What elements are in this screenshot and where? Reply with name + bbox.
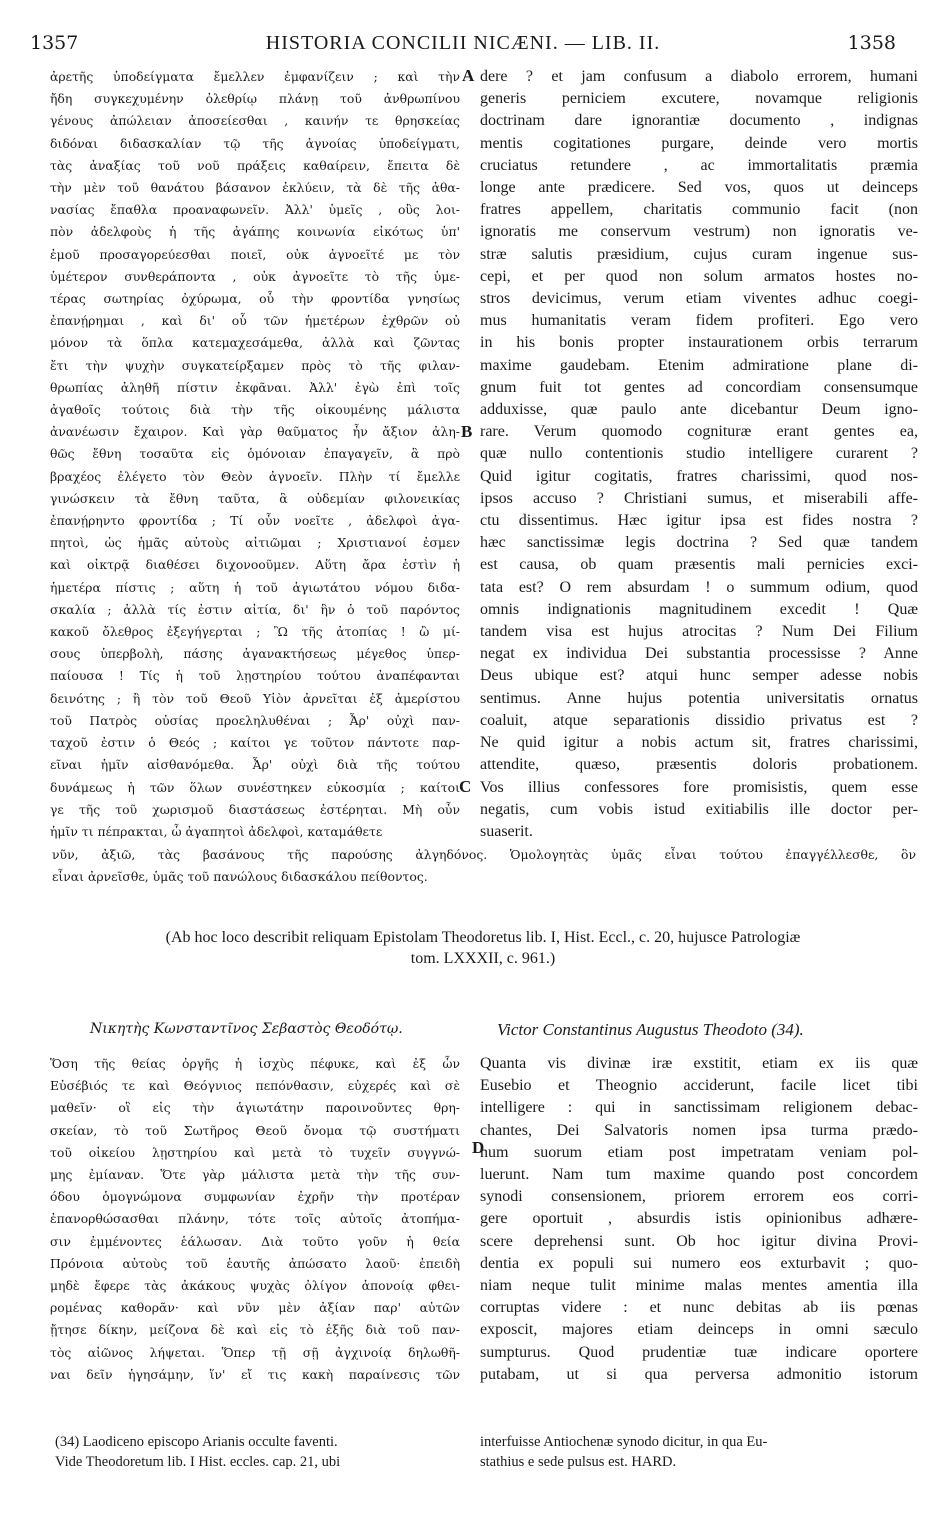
text-line: attendite, quæso, præsentis doloris probationem.	[480, 756, 918, 774]
text-line: νῦν, ἀξιῶ, τὰς βασάνους τῆς παρούσης ἀλγηδόνος. Ὁμολογητὰς ὑμᾶς εἶναι τούτου ἐπαγγέλλεσθε, ὃν	[52, 847, 916, 862]
text-line: Deus ubique est? atqui hunc semper adesse nobis	[480, 667, 918, 685]
text-line: πὸν ἀδελφοὺς ἡ τῆς ἀγάπης κοινωνία εἰκότως ὑπ'	[50, 224, 460, 240]
text-line: μης ἐμίαναν. Ὅτε γὰρ μάλιστα μετὰ τὴν τῆς συν-	[50, 1167, 460, 1183]
footnote-right	[480, 1432, 916, 1472]
page-number-left: 1357	[30, 32, 79, 54]
editorial-note-line: (Ab hoc loco describit reliquam Epistolam Theodoretus lib. I, Hist. Eccl., c. 20, hujusce Patrologiæ	[165, 929, 801, 946]
text-line: βραχέος ἐλέγετο τὸν Θεὸν ἀγνοεῖν. Πλὴν τί ἔμελλε	[50, 468, 460, 484]
footnote-line: stathius e sede pulsus est. HARD.	[480, 1454, 677, 1470]
text-line: negat ex individua Dei substantia processisse ? Anne	[480, 645, 918, 663]
margin-marker-b: B	[461, 422, 473, 441]
text-line: ἤδη συγκεχυμένην ὀλεθρίῳ πλάνῃ τοῦ ἀνθρωπίνου	[50, 91, 460, 107]
text-line: niam neque tulit minime malas mentes amentia illa	[480, 1277, 918, 1295]
text-line: doctrinam dare ignorantiæ documento , indignas	[480, 112, 918, 130]
text-line: ἡμῖν τι πέπρακται, ὦ ἀγαπητοὶ ἀδελφοὶ, καταμάθετε	[50, 823, 383, 839]
text-line: ᾔτησε δίκην, μείζονα δὲ καὶ εἰς τὸ ἑξῆς διὰ τοῦ παν-	[50, 1322, 460, 1338]
text-line: ἀνανέωσιν ἔχαιρον. Καὶ γὰρ θαῦματος ἦν ἄξιον ἀλη-	[50, 424, 460, 440]
text-line: stræ salutis præsidium, cujus curam ingenue sus-	[480, 245, 918, 263]
text-line: θρωπίας ἀληθῆ πίστιν ἐκφᾶναι. Ἀλλ' ἐγὼ ἐπὶ τοῖς	[50, 379, 460, 395]
text-line: Eusebio et Theognio acciderunt, facile licet tibi	[480, 1077, 918, 1095]
text-line: coaluit, atque separationis dissidio privatus est ?	[480, 711, 918, 729]
text-line: exposcit, majores etiam deinceps in omni sæculo	[480, 1321, 918, 1339]
text-line: luerunt. Nam tum maxime quando post concordem	[480, 1166, 918, 1184]
text-line: ταχοῦ ἐστιν ὁ Θεός ; καίτοι γε τοῦτον πάντοτε παρ-	[50, 735, 460, 751]
text-line: ἐπανῄρημαι , καὶ δι' οὗ τῶν ἡμετέρων ἐχθρῶν οὐ	[50, 313, 460, 329]
text-line: δυνάμεως ἡ τῶν ὅλων συνέστηκεν εὐκοσμία ; καίτοι	[50, 779, 460, 795]
text-line: τὰς ἀναξίας τοῦ νοῦ πράξεις καθαίρειν, ἔπειτα δὲ	[50, 157, 460, 173]
footnote-line: Vide Theodoretum lib. I Hist. eccles. cap. 21, ubi	[55, 1454, 341, 1470]
text-line: σιν ἐμμένοντες ἑάλωσαν. Διὰ τοῦτο γοῦν ἡ θεία	[50, 1233, 460, 1249]
latin-letter-heading: Victor Constantinus Augustus Theodoto (34).	[497, 1020, 804, 1039]
text-line: suaserit.	[480, 822, 533, 840]
text-line: est causa, ob quam præsentis mali pernicies exci-	[480, 556, 918, 574]
margin-marker-a: A	[462, 66, 475, 85]
text-line: fratres appellem, charitatis communio facit (non	[480, 201, 918, 219]
text-line: Πρόνοια αὐτοὺς τοῦ ἑαυτῆς ἀπώσατο λαοῦ· ἐπειδὴ	[50, 1255, 460, 1271]
footnote-left	[55, 1432, 460, 1472]
greek-column-top	[50, 66, 460, 846]
text-line: νασίας ἔπαθλα προαναφωνεῖν. Ἀλλ' ὑμεῖς , οὓς λοι-	[50, 202, 460, 218]
text-line: gere oportuit , absurdis istis opinionibus adhære-	[480, 1210, 918, 1228]
margin-marker-d: D	[472, 1138, 485, 1157]
text-line: num suorum etiam post impetratam veniam pol-	[480, 1143, 918, 1161]
text-line: dere ? et jam confusum a diabolo errorem, humani	[480, 68, 918, 85]
text-line: Ὅση τῆς θείας ὀργῆς ἡ ἰσχὺς πέφυκε, καὶ ἐξ ὧν	[50, 1056, 460, 1071]
text-line: γένους ἀπώλειαν ἀποσείεσθαι , καινήν τε θρησκείας	[50, 113, 460, 129]
text-line: tata est? O rem absurdam ! o summum odium, quod	[480, 578, 918, 596]
text-line: τοῦ οἰκείου λῃστηρίου καὶ μετὰ τὸ τυχεῖν συγγνώ-	[50, 1144, 460, 1160]
text-line: ἐμοῦ προσαγορεύεσθαι ποιεῖ, οὐκ ἀγνοεῖτέ με τὸν	[50, 246, 460, 262]
text-line: omnis indignationis magnitudinem excedit ! Quæ	[480, 600, 918, 618]
text-line: mentis cogitationes purgare, deinde vero mortis	[480, 134, 918, 152]
text-line: ἔτι τὴν ψυχὴν συγκατείρξαμεν πρὸς τὸ τῆς φιλαν-	[50, 357, 460, 373]
text-line: sumpturus. Quod prudentiæ tuæ indicare oportere	[480, 1343, 918, 1361]
latin-column-bottom	[480, 1053, 918, 1393]
text-line: ctu dissentimus. Hæc igitur ipsa est fides nostra ?	[480, 512, 918, 530]
text-line: cepi, et per quod non solum armatos hostes no-	[480, 267, 918, 285]
text-line: ἀρετῆς ὑποδείγματα ἔμελλεν ἐμφανίζειν ; καὶ τὴν	[50, 69, 460, 84]
text-line: mus humanitatis veram fidem profiteri. Ego vero	[480, 312, 918, 330]
text-line: tandem visa est hujus atrocitas ? Num Dei Filium	[480, 623, 918, 641]
text-line: Ne quid igitur a nobis actum sit, fratres charissimi,	[480, 734, 918, 752]
text-line: μηδὲ ἔφερε τὰς ἀκάκους ψυχὰς ὀλίγον ἀπονοίᾳ φθει-	[50, 1278, 460, 1294]
text-line: δεινότης ; ἢ τὸν τοῦ Θεοῦ Υἱὸν ἀρνεῖται ἐξ ἀμερίστου	[50, 690, 460, 706]
text-line: adduxisse, quæ paulo ante dicebantur Deum igno-	[480, 401, 918, 419]
editorial-note-line: tom. LXXXII, c. 961.)	[410, 950, 556, 967]
text-line: Vos illius confessores fore promisistis, quem esse	[480, 778, 918, 796]
text-line: gnum fuit tot gentes ad concordiam consensumque	[480, 378, 918, 396]
text-line: ἐπανορθώσασθαι πλάνην, τότε τοῖς αὐτοῖς ἀτοπήμα-	[50, 1211, 460, 1227]
text-line: chantes, Dei Salvatoris nomen ipsa turma prædo-	[480, 1121, 918, 1139]
text-line: Quanta vis divinæ iræ exstitit, etiam ex iis quæ	[480, 1055, 918, 1072]
text-line: quæ nullo contentionis studio intelligere curarent ?	[480, 445, 918, 463]
text-line: corruptas videre : et nunc debitas ab iis pœnas	[480, 1299, 918, 1317]
text-line: γινώσκειν τὰ ἔθνη ταῦτα, ἃ οὐδεμίαν φιλονεικίας	[50, 490, 460, 506]
text-line: in his bonis propter instaurationem orbis terrarum	[480, 334, 918, 352]
text-line: rare. Verum quomodo cognituræ erant gentes ea,	[480, 423, 918, 441]
page-header	[30, 32, 896, 62]
latin-column-top	[480, 66, 918, 846]
page-number-right: 1358	[847, 32, 896, 54]
text-line: μόνον τὰ ὅπλα κατεμαχεσάμεθα, ἀλλὰ καὶ ζῶντας	[50, 335, 460, 351]
text-line: generis perniciem excutere, novamque religionis	[480, 90, 918, 108]
text-line: εῖναι ἡμῖν αἰσθανόμεθα. Ἆρ' οὐχὶ διὰ τῆς τούτου	[50, 757, 460, 773]
footnote-line: interfuisse Antiochenæ synodo dicitur, in qua Eu-	[480, 1434, 768, 1450]
text-line: μαθεῖν· οἳ εἰς τὴν ἁγιωτάτην παροινοῦντες θρη-	[50, 1100, 460, 1116]
text-line: τὸς αἰῶνος λήψεται. Ὅπερ τῇ σῇ ἀγχινοίᾳ δηλωθῆ-	[50, 1344, 460, 1360]
text-line: Quid igitur cogitatis, fratres charissimi, quod nos-	[480, 467, 918, 485]
greek-column-bottom	[50, 1053, 460, 1393]
text-line: θῶς ἔθνη τοσαῦτα εἰς ὁμόνοιαν ἐπαγαγεῖν, ἃ πρὸ	[50, 446, 460, 462]
text-line: σους ὑπερβολὴ, πάσης ἀγανακτήσεως μέγεθος ὑπερ-	[50, 646, 460, 662]
text-line: intelligere : qui in sanctissimam religionem debac-	[480, 1099, 918, 1117]
margin-marker-c: C	[459, 777, 472, 796]
text-line: dentia ex populi sui numero eos exturbavit ; quo-	[480, 1254, 918, 1272]
text-line: ρομένας καθορᾶν· καὶ νῦν μὲν ἀξίαν παρ' αὐτῶν	[50, 1300, 460, 1316]
greek-full-width-lines	[52, 844, 916, 890]
text-line: ναι δεῖν ἡγησάμην, ἵν' εἴ τις κακὴ παραίνεσις τῶν	[50, 1366, 460, 1382]
text-line: εἶναι ἀρνεῖσθε, ὑμᾶς τοῦ πανώλους διδασκάλου πείθοντος.	[52, 869, 428, 885]
text-line: σκείαν, τὸ τοῦ Σωτῆρος Θεοῦ ὄνομα τῷ συστήματι	[50, 1122, 460, 1138]
text-line: maxime gaudebam. Etenim admiratione plane di-	[480, 356, 918, 374]
text-line: ignoratis me conservum vestrum) non ignoratis ve-	[480, 223, 918, 241]
text-line: καὶ οἰκτρᾷ διαθέσει διχονοοῦμεν. Αὕτη ἄρα ἐστὶν ἡ	[50, 557, 460, 573]
text-line: ἐπανῄρηντο φροντίδα ; Τί οὖν νοεῖτε , ἀδελφοὶ ἀγα-	[50, 513, 460, 529]
text-line: διδόναι διδασκαλίαν τῷ τῆς ἀγνοίας ὑποδείγματι,	[50, 135, 460, 151]
text-line: κακοῦ ὄλεθρος ἐξεγήγερται ; Ὢ τῆς ἀτοπίας ! ὢ μί-	[50, 624, 460, 640]
editorial-note	[48, 927, 918, 969]
text-line: scere deprehensi sunt. Ob hoc igitur divina Provi-	[480, 1232, 918, 1250]
text-line: longe ante prædicere. Sed vos, quos ut deinceps	[480, 179, 918, 197]
text-line: sentimus. Anne hujus potentia universitatis ornatus	[480, 689, 918, 707]
text-line: τὴν μὲν τοῦ θανάτου βάσανον ἐκλύειν, τὰ δὲ τῆς ἀθα-	[50, 180, 460, 196]
text-line: hæc sanctissimæ legis doctrina ? Sed quæ tandem	[480, 534, 918, 552]
text-line: ὑμέτερον συνθεράποντα , οὐκ ἀγνοεῖτε τὸ τῆς ὑμε-	[50, 268, 460, 284]
text-line: σκαλία ; ἀλλὰ τίς ἐστιν αἰτία, δι' ἣν ὁ τοῦ παρόντος	[50, 601, 460, 617]
text-line: πητοὶ, ὡς ἡμᾶς αὐτοὺς αἰτιῶμαι ; Χριστιανοί ἐσμεν	[50, 535, 460, 551]
text-line: ἡμετέρα πίστις ; αὕτη ἡ τοῦ ἁγιωτάτου νόμου διδα-	[50, 579, 460, 595]
running-title: HISTORIA CONCILII NICÆNI. — LIB. II.	[265, 32, 661, 54]
text-line: stros devicimus, verum etiam viventes adhuc coegi-	[480, 290, 918, 308]
text-line: negatis, cum vobis istud exitiabilis ille doctor per-	[480, 800, 918, 818]
greek-letter-heading: Νικητὴς Κωνσταντῖνος Σεβαστὸς Θεοδότῳ.	[90, 1021, 403, 1037]
text-line: cruciatus retundere , ac immortalitatis præmia	[480, 156, 918, 174]
footnote-line: (34) Laodiceno episcopo Arianis occulte faventi.	[55, 1434, 338, 1450]
text-line: τοῦ Πατρὸς οὐσίας προεληλυθέναι ; Ἆρ' οὐχὶ παν-	[50, 712, 460, 728]
text-line: synodi consensionem, priorem errorem eos corri-	[480, 1188, 918, 1206]
text-line: γε τῆς τοῦ χωρισμοῦ διαστάσεως ἐστέρηται. Μὴ οὖν	[50, 801, 460, 817]
text-line: ipsos accuso ? Christiani sumus, et miserabili affe-	[480, 489, 918, 507]
text-line: τέρας σωτηρίας ὀχύρωμα, οὗ τὴν φροντίδα γνησίως	[50, 291, 460, 307]
text-line: ἀγαθοῖς τούτοις διὰ τὴν τῆς οἰκουμένης μάλιστα	[50, 402, 460, 418]
text-line: Εὐσέβιός τε καὶ Θεόγνιος πεπόνθασιν, εὐχερές καὶ σὲ	[50, 1078, 460, 1094]
text-line: putabam, ut si qua perversa admonitio istorum	[480, 1365, 918, 1383]
text-line: όδου ὁμογνώμονα συμφωνίαν ἐχρῆν τὴν προτέραν	[50, 1189, 460, 1205]
text-line: παίουσα ! Τίς ἡ τοῦ λῃστηρίου τούτου ἀναπέφανται	[50, 668, 460, 684]
